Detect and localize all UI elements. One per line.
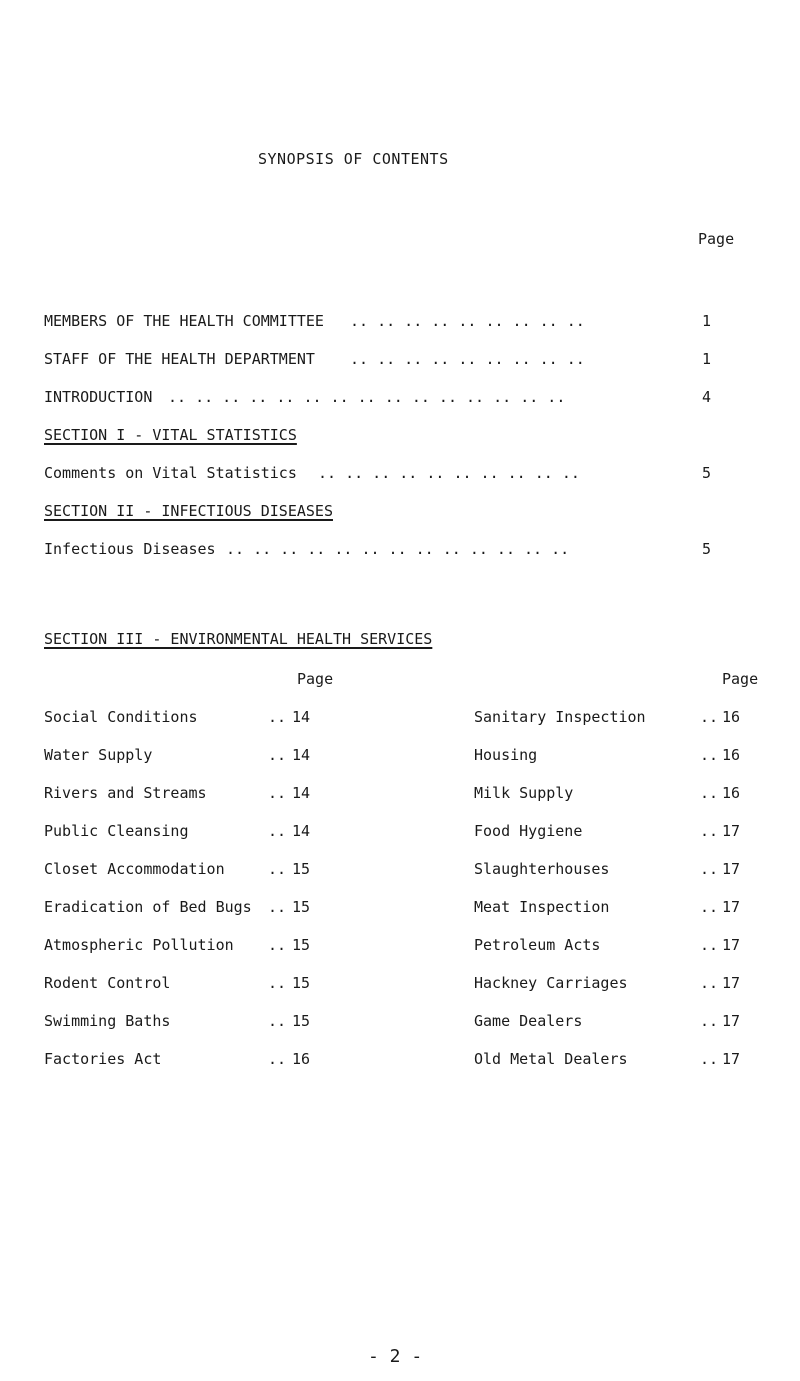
toc-entry-label: Slaughterhouses <box>474 860 610 878</box>
toc-entry-label: Food Hygiene <box>474 822 583 840</box>
leader-dots: .. <box>268 974 287 992</box>
toc-entry-page: 15 <box>292 898 311 916</box>
leader-dots: .. <box>700 936 719 954</box>
toc-entry-page: 15 <box>292 1012 311 1030</box>
toc-entry-label: Rivers and Streams <box>44 784 207 802</box>
leader-dots: .. <box>700 784 719 802</box>
toc-entry-label: Petroleum Acts <box>474 936 601 954</box>
toc-entry-page: 17 <box>722 1050 741 1068</box>
toc-entry-page: 1 <box>702 312 712 330</box>
toc-entry-page: 1 <box>702 350 712 368</box>
toc-entry-page: 14 <box>292 822 311 840</box>
section-heading: SECTION III - ENVIRONMENTAL HEALTH SERVICES <box>44 630 433 648</box>
toc-entry-page: 4 <box>702 388 712 406</box>
toc-entry-page: 17 <box>722 974 741 992</box>
toc-entry-page: 17 <box>722 1012 741 1030</box>
page-number-footer: - 2 - <box>368 1346 423 1367</box>
toc-entry-page: 15 <box>292 860 311 878</box>
leader-dots: .. <box>700 860 719 878</box>
toc-entry-page: 17 <box>722 822 741 840</box>
toc-entry-page: 5 <box>702 540 712 558</box>
toc-entry-label: Social Conditions <box>44 708 198 726</box>
leader-dots: .. .. .. .. .. .. .. .. .. .. .. .. .. .. .. <box>168 388 566 406</box>
toc-entry-label: STAFF OF THE HEALTH DEPARTMENT <box>44 350 315 368</box>
toc-entry-page: 16 <box>292 1050 311 1068</box>
leader-dots: .. <box>268 822 287 840</box>
leader-dots: .. <box>700 746 719 764</box>
leader-dots: .. <box>700 1050 719 1068</box>
leader-dots: .. <box>700 822 719 840</box>
toc-entry-page: 14 <box>292 708 311 726</box>
page-title: SYNOPSIS OF CONTENTS <box>258 150 449 168</box>
toc-entry-label: Infectious Diseases <box>44 540 216 558</box>
toc-entry-page: 14 <box>292 746 311 764</box>
toc-entry-label: Meat Inspection <box>474 898 610 916</box>
toc-entry-page: 17 <box>722 898 741 916</box>
leader-dots: .. <box>268 898 287 916</box>
page-column-heading: Page <box>698 230 735 248</box>
leader-dots: .. .. .. .. .. .. .. .. .. <box>350 350 585 368</box>
leader-dots: .. <box>700 898 719 916</box>
leader-dots: .. <box>700 708 719 726</box>
leader-dots: .. <box>268 784 287 802</box>
toc-entry-label: Comments on Vital Statistics <box>44 464 297 482</box>
leader-dots: .. .. .. .. .. .. .. .. .. .. <box>318 464 580 482</box>
toc-entry-page: 5 <box>702 464 712 482</box>
leader-dots: .. <box>268 1012 287 1030</box>
toc-entry-label: Swimming Baths <box>44 1012 171 1030</box>
toc-entry-label: Game Dealers <box>474 1012 583 1030</box>
toc-entry-label: Rodent Control <box>44 974 171 992</box>
toc-entry-page: 16 <box>722 708 741 726</box>
toc-entry-page: 16 <box>722 784 741 802</box>
toc-entry-label: Eradication of Bed Bugs <box>44 898 252 916</box>
leader-dots: .. <box>268 746 287 764</box>
section-heading: SECTION II - INFECTIOUS DISEASES <box>44 502 333 520</box>
toc-entry-label: Water Supply <box>44 746 153 764</box>
leader-dots: .. <box>268 1050 287 1068</box>
leader-dots: .. .. .. .. .. .. .. .. .. <box>350 312 585 330</box>
toc-entry-page: 15 <box>292 974 311 992</box>
toc-entry-page: 17 <box>722 860 741 878</box>
leader-dots: .. <box>700 1012 719 1030</box>
toc-entry-label: Public Cleansing <box>44 822 189 840</box>
leader-dots: .. .. .. .. .. .. .. .. .. .. .. .. .. <box>226 540 570 558</box>
toc-entry-label: Housing <box>474 746 538 764</box>
leader-dots: .. <box>268 936 287 954</box>
leader-dots: .. <box>268 708 287 726</box>
toc-entry-label: Closet Accommodation <box>44 860 225 878</box>
leader-dots: .. <box>700 974 719 992</box>
right-page-column-heading: Page <box>722 670 759 688</box>
left-page-column-heading: Page <box>297 670 334 688</box>
toc-entry-label: Hackney Carriages <box>474 974 628 992</box>
toc-entry-page: 16 <box>722 746 741 764</box>
toc-entry-page: 15 <box>292 936 311 954</box>
toc-entry-label: Factories Act <box>44 1050 162 1068</box>
toc-entry-label: Old Metal Dealers <box>474 1050 628 1068</box>
toc-entry-page: 14 <box>292 784 311 802</box>
leader-dots: .. <box>268 860 287 878</box>
toc-entry-label: Atmospheric Pollution <box>44 936 234 954</box>
toc-entry-page: 17 <box>722 936 741 954</box>
toc-entry-label: Sanitary Inspection <box>474 708 646 726</box>
toc-entry-label: INTRODUCTION <box>44 388 153 406</box>
toc-entry-label: Milk Supply <box>474 784 574 802</box>
toc-entry-label: MEMBERS OF THE HEALTH COMMITTEE <box>44 312 324 330</box>
section-heading: SECTION I - VITAL STATISTICS <box>44 426 297 444</box>
